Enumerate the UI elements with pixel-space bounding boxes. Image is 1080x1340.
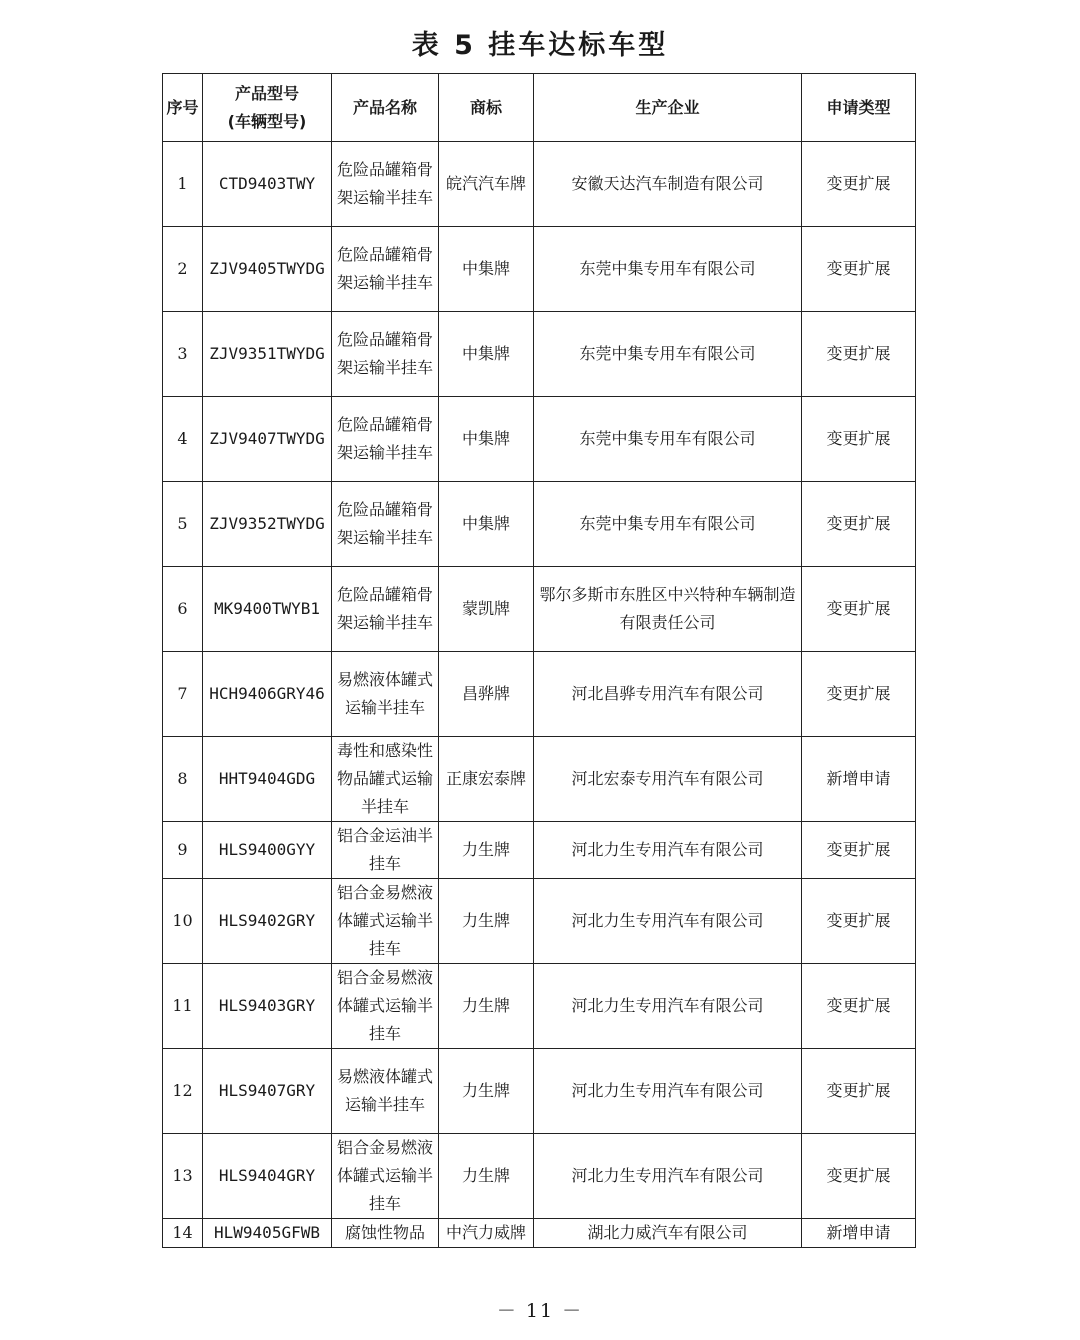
cell-seq: 10 (163, 879, 203, 964)
cell-seq: 9 (163, 822, 203, 879)
table-row (163, 1219, 916, 1248)
header-model (203, 74, 332, 142)
cell-model: HLW9405GFWB (203, 1219, 332, 1248)
cell-model: ZJV9352TWYDG (203, 482, 332, 567)
cell-model: HLS9403GRY (203, 964, 332, 1049)
cell-brand: 皖汽汽车牌 (439, 142, 534, 227)
cell-seq: 12 (163, 1049, 203, 1134)
header-name: 产品名称 (332, 74, 439, 142)
table-row (163, 482, 916, 567)
header-brand: 商标 (439, 74, 534, 142)
cell-brand: 中集牌 (439, 312, 534, 397)
cell-model: ZJV9407TWYDG (203, 397, 332, 482)
cell-model: HLS9402GRY (203, 879, 332, 964)
cell-brand: 力生牌 (439, 879, 534, 964)
cell-maker: 河北力生专用汽车有限公司 (534, 1049, 802, 1134)
table-row (163, 822, 916, 879)
cell-brand: 力生牌 (439, 1134, 534, 1219)
table-title: 表 5 挂车达标车型 (411, 30, 669, 61)
cell-brand: 中集牌 (439, 227, 534, 312)
table-row (163, 567, 916, 652)
cell-maker: 河北宏泰专用汽车有限公司 (534, 737, 802, 822)
table-row (163, 397, 916, 482)
cell-seq: 7 (163, 652, 203, 737)
cell-type: 变更扩展 (802, 142, 916, 227)
cell-type: 变更扩展 (802, 397, 916, 482)
cell-type: 变更扩展 (802, 312, 916, 397)
cell-type: 变更扩展 (802, 1134, 916, 1219)
cell-seq: 2 (163, 227, 203, 312)
cell-name: 毒性和感染性物品罐式运输半挂车 (332, 737, 439, 822)
cell-maker: 河北力生专用汽车有限公司 (534, 822, 802, 879)
cell-type: 新增申请 (802, 1219, 916, 1248)
cell-brand: 中集牌 (439, 482, 534, 567)
header-type: 申请类型 (802, 74, 916, 142)
cell-name: 铝合金易燃液体罐式运输半挂车 (332, 964, 439, 1049)
cell-seq: 5 (163, 482, 203, 567)
cell-brand: 力生牌 (439, 1049, 534, 1134)
cell-name: 铝合金运油半挂车 (332, 822, 439, 879)
cell-name: 腐蚀性物品 (332, 1219, 439, 1248)
cell-name: 危险品罐箱骨架运输半挂车 (332, 142, 439, 227)
table-row (163, 227, 916, 312)
table-row (163, 1134, 916, 1219)
cell-seq: 4 (163, 397, 203, 482)
cell-maker: 东莞中集专用车有限公司 (534, 227, 802, 312)
cell-type: 变更扩展 (802, 567, 916, 652)
cell-seq: 8 (163, 737, 203, 822)
cell-model: ZJV9405TWYDG (203, 227, 332, 312)
cell-seq: 13 (163, 1134, 203, 1219)
cell-seq: 1 (163, 142, 203, 227)
cell-model: HLS9400GYY (203, 822, 332, 879)
cell-type: 变更扩展 (802, 227, 916, 312)
cell-brand: 中集牌 (439, 397, 534, 482)
cell-maker: 河北力生专用汽车有限公司 (534, 879, 802, 964)
cell-model: CTD9403TWY (203, 142, 332, 227)
cell-maker: 湖北力威汽车有限公司 (534, 1219, 802, 1248)
cell-maker: 东莞中集专用车有限公司 (534, 482, 802, 567)
cell-brand: 昌骅牌 (439, 652, 534, 737)
cell-model: MK9400TWYB1 (203, 567, 332, 652)
cell-model: HHT9404GDG (203, 737, 332, 822)
cell-model: HLS9407GRY (203, 1049, 332, 1134)
cell-type: 变更扩展 (802, 652, 916, 737)
cell-type: 新增申请 (802, 737, 916, 822)
page-number: － 11 － (496, 1300, 584, 1322)
cell-type: 变更扩展 (802, 1049, 916, 1134)
table-row (163, 737, 916, 822)
trailer-models-table (162, 73, 916, 1248)
cell-brand: 中汽力威牌 (439, 1219, 534, 1248)
cell-maker: 安徽天达汽车制造有限公司 (534, 142, 802, 227)
cell-type: 变更扩展 (802, 964, 916, 1049)
cell-brand: 蒙凯牌 (439, 567, 534, 652)
table-header-row (163, 74, 916, 142)
cell-name: 铝合金易燃液体罐式运输半挂车 (332, 879, 439, 964)
cell-brand: 力生牌 (439, 822, 534, 879)
cell-seq: 14 (163, 1219, 203, 1248)
cell-type: 变更扩展 (802, 822, 916, 879)
cell-seq: 3 (163, 312, 203, 397)
cell-model: HCH9406GRY46 (203, 652, 332, 737)
header-seq: 序号 (163, 74, 203, 142)
table-row (163, 312, 916, 397)
cell-model: ZJV9351TWYDG (203, 312, 332, 397)
cell-seq: 11 (163, 964, 203, 1049)
cell-maker: 东莞中集专用车有限公司 (534, 397, 802, 482)
cell-name: 危险品罐箱骨架运输半挂车 (332, 567, 439, 652)
cell-model: HLS9404GRY (203, 1134, 332, 1219)
header-maker: 生产企业 (534, 74, 802, 142)
cell-name: 危险品罐箱骨架运输半挂车 (332, 397, 439, 482)
cell-maker: 河北昌骅专用汽车有限公司 (534, 652, 802, 737)
cell-maker: 鄂尔多斯市东胜区中兴特种车辆制造有限责任公司 (534, 567, 802, 652)
table-row (163, 964, 916, 1049)
cell-brand: 力生牌 (439, 964, 534, 1049)
cell-brand: 正康宏泰牌 (439, 737, 534, 822)
cell-seq: 6 (163, 567, 203, 652)
cell-type: 变更扩展 (802, 482, 916, 567)
cell-type: 变更扩展 (802, 879, 916, 964)
cell-maker: 河北力生专用汽车有限公司 (534, 964, 802, 1049)
table-row (163, 1049, 916, 1134)
cell-name: 铝合金易燃液体罐式运输半挂车 (332, 1134, 439, 1219)
cell-name: 危险品罐箱骨架运输半挂车 (332, 482, 439, 567)
cell-name: 易燃液体罐式运输半挂车 (332, 652, 439, 737)
table-row (163, 652, 916, 737)
cell-name: 易燃液体罐式运输半挂车 (332, 1049, 439, 1134)
table-row (163, 142, 916, 227)
table-row (163, 879, 916, 964)
cell-maker: 东莞中集专用车有限公司 (534, 312, 802, 397)
cell-name: 危险品罐箱骨架运输半挂车 (332, 312, 439, 397)
header-model-label: 产品型号 (车辆型号) (227, 83, 307, 131)
cell-maker: 河北力生专用汽车有限公司 (534, 1134, 802, 1219)
cell-name: 危险品罐箱骨架运输半挂车 (332, 227, 439, 312)
